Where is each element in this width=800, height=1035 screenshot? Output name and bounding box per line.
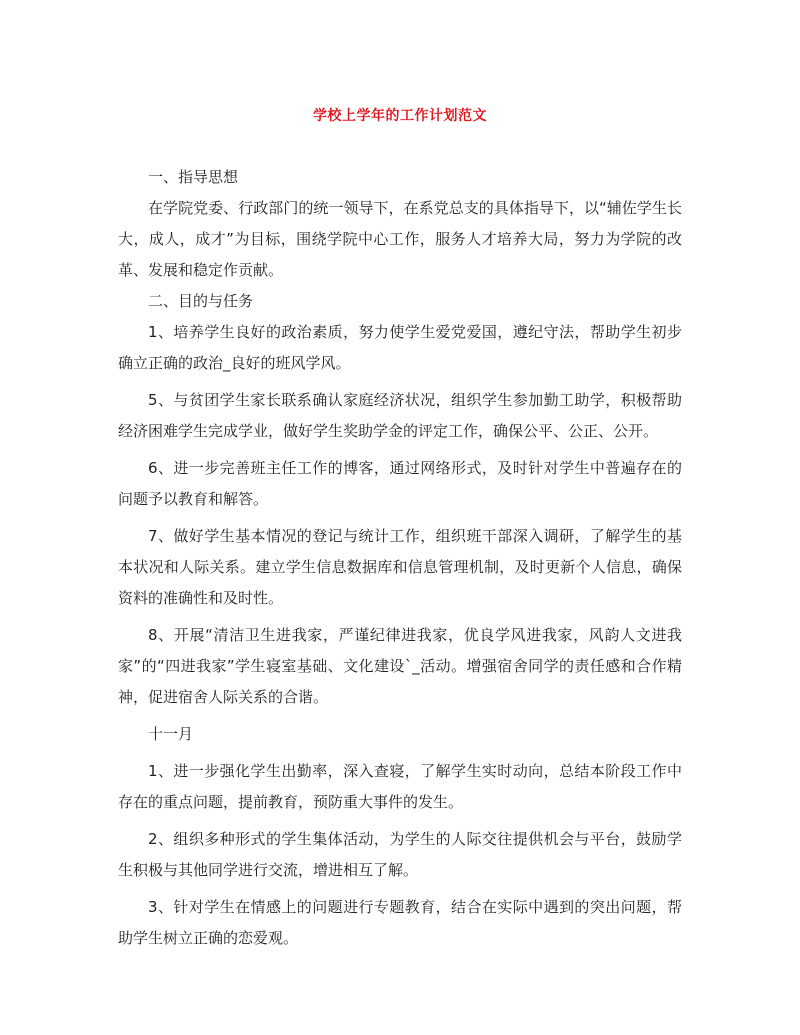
paragraph: 7、做好学生基本情况的登记与统计工作，组织班干部深入调研，了解学生的基本状况和人际关系。建立学生信息数据库和信息管理机制，及时更新个人信息，确保资料的准确性和及时性。 bbox=[118, 527, 682, 607]
section-heading: 十一月 bbox=[148, 725, 194, 743]
paragraph: 8、开展“清洁卫生进我家，严谨纪律进我家，优良学风进我家，风韵人文进我家”的“四进我家”学生寝室基础、文化建设`_活动。增强宿舍同学的责任感和合作精神，促进宿舍人际关系的合谐。 bbox=[118, 626, 682, 706]
document-body bbox=[118, 162, 682, 954]
paragraph: 5、与贫团学生家长联系确认家庭经济状况，组织学生参加勤工助学，积极帮助经济困难学生完成学业，做好学生奖助学金的评定工作，确保公平、公正、公开。 bbox=[118, 391, 682, 440]
section-heading: 二、目的与任务 bbox=[148, 292, 254, 310]
paragraph: 2、组织多种形式的学生集体活动，为学生的人际交往提供机会与平台，鼓励学生积极与其他同学进行交流，增进相互了解。 bbox=[118, 830, 682, 879]
section-heading: 一、指导思想 bbox=[148, 168, 239, 186]
document-title: 学校上学年的工作计划范文 bbox=[313, 108, 487, 124]
paragraph: 在学院党委、行政部门的统一领导下，在系党总支的具体指导下，以“辅佐学生长大，成人，成才”为目标，围绕学院中心工作，服务人才培养大局，努力为学院的改革、发展和稳定作贡献。 bbox=[118, 199, 682, 279]
paragraph: 1、培养学生良好的政治素质，努力使学生爱党爱国，遵纪守法，帮助学生初步确立正确的政治_良好的班风学风。 bbox=[118, 323, 682, 372]
paragraph: 6、进一步完善班主任工作的博客，通过网络形式，及时针对学生中普遍存在的问题予以教育和解答。 bbox=[118, 459, 682, 508]
paragraph: 1、进一步强化学生出勤率，深入查寝，了解学生实时动向，总结本阶段工作中存在的重点问题，提前教育，预防重大事件的发生。 bbox=[118, 762, 682, 811]
paragraph: 3、针对学生在情感上的问题进行专题教育，结合在实际中遇到的突出问题，帮助学生树立正确的恋爱观。 bbox=[118, 898, 682, 947]
